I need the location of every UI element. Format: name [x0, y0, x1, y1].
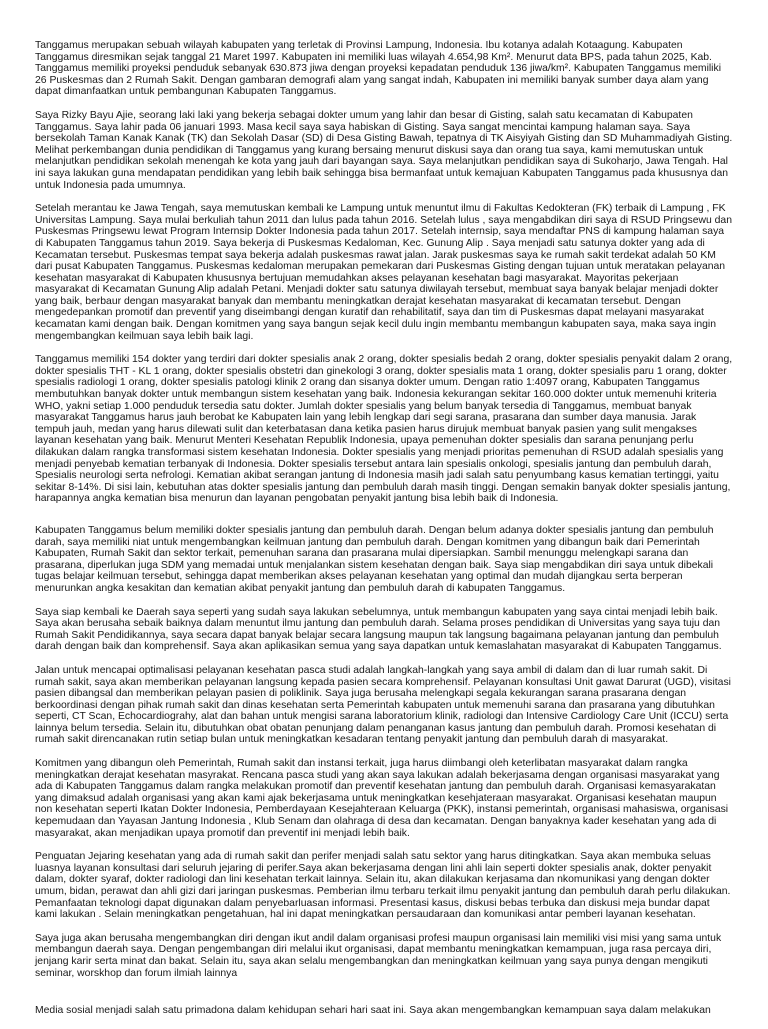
- paragraph-community-plan: Komitmen yang dibangun oleh Pemerintah, Rumah sakit dan instansi terkait, juga harus diimbangi oleh keterlibatan masyarakat dalam rangka meningkatkan derajat kesehatan masyrakat. Rencana pasca studi yang akan saya lakukan adalah bekerjasama dengan organisasi masyarakat yang ada di Kabupaten Tanggamus dalam rangka melakukan promotif dan preventif kesehatan jantung dan pembuluh darah. Organisasi kemasyarakatan yang dimaksud adalah organisasi yang akan kami ajak bekerjasama untuk meningkatkan kesehjateraan masyarakat. Organisasi kesehatan maupun non kesehatan seperti Ikatan Dokter Indonesia, Pemberdayaan Kesejahteraan Keluarga (PKK), instansi pemerintah, organisasi mahasiswa, organisasi kepemudaan dan Yayasan Jantung Indonesia , Klub Senam dan olahraga di desa dan kecamatan. Dengan banyaknya kader kesehatan yang ada di masyarakat, akan menjadikan upaya promotif dan preventif ini menjadi lebih baik.: [35, 758, 729, 839]
- paragraph-network-plan: Penguatan Jejaring kesehatan yang ada di rumah sakit dan perifer menjadi salah satu sektor yang harus ditingkatkan. Saya akan membuka seluas luasnya layanan konsultasi dari seluruh jejaring di perifer.Saya akan bekerjasama dengan lini ahli lain seperti dokter spesialis anak, dokter penyakit dalam, dokter syaraf, dokter radiologi dan lini kesehatan terkait lainnya. Selain itu, akan dilakukan kerjasama dan nkomunikasi yang dengan dokter umum, bidan, perawat dan ahli gizi dari jaringan puskesmas. Pemberian ilmu terbaru terkait ilmu penyakit jantung dan pembuluh darah perlu dilakukan. Pemanfaatan teknologi dapat digunakan dalam penyebarluasan informasi. Presentasi kasus, diskusi bebas terbuka dan diskusi meja bundar dapat kami lakukan . Selain meningkatkan pengetahuan, hal ini dapat meningkatkan persaudaraan dan komunikasi antar pemberi layanan kesehatan.: [35, 851, 731, 921]
- paragraph-intro-tanggamus: Tanggamus merupakan sebuah wilayah kabupaten yang terletak di Provinsi Lampung, Indonesia. Ibu kotanya adalah Kotaagung. Kabupaten Tanggamus diresmikan sejak tanggal 21 Maret 1997. Kabupaten ini memiliki luas wilayah 4.654,98 Km². Menurut data BPS, pada tahun 2025, Kab. Tanggamus memiliki proyeksi penduduk sebanyak 630.873 jiwa dengan proyeksi kepadatan penduduk 136 jiwa/km². Kabupaten Tanggamus memiliki 26 Puskesmas dan 2 Rumah Sakit. Dengan gambaran demografi alam yang sangat indah, Kabupaten ini memiliki banyak sumber daya alam yang dapat dimanfaatkan untuk pembangunan Kabupaten Tanggamus.: [35, 40, 721, 98]
- paragraph-social-media: Media sosial menjadi salah satu primadona dalam kehidupan sehari hari saat ini. Saya akan mengembangkan kemampuan saya dalam melakukan: [35, 1005, 711, 1017]
- paragraph-cardiology-need: Kabupaten Tanggamus belum memiliki dokter spesialis jantung dan pembuluh darah. Dengan belum adanya dokter spesialis jantung dan pembuluh darah, saya memiliki niat untuk mengembangkan keilmuan jantung dan pembuluh darah. Dengan komitmen yang dibangun baik dari Pemerintah Kabupaten, Rumah Sakit dan sektor terkait, pemenuhan sarana dan prasarana mulai dipersiapkan. Sambil menunggu melengkapi sarana dan prasarana, diperlukan juga SDM yang memadai untuk menjalankan sistem kesehatan dengan baik. Saya siap mengabdikan diri saya untuk dibekali tugas belajar keilmuan tersebut, sehingga dapat memberikan akses pelayanan kesehatan yang optimal dan mudah dijangkau serta berperan menurunkan angka kesakitan dan kematian akibat penyakit jantung dan pembuluh darah di kabupaten Tanggamus.: [35, 524, 714, 594]
- paragraph-personal-background: Saya Rizky Bayu Ajie, seorang laki laki yang bekerja sebagai dokter umum yang lahir dan besar di Gisting, salah satu kecamatan di Kabupaten Tanggamus. Saya lahir pada 06 januari 1993. Masa kecil saya saya habiskan di Gisting. Saya sangat mencintai kampung halaman saya. Saya bersekolah Taman Kanak Kanak (TK) dan Sekolah Dasar (SD) di Desa Gisting Bawah, tepatnya di TK Aisyiyah Gisting dan SD Muhammadiyah Gisting. Melihat perkembangan dunia pendidikan di Tanggamus yang kurang bersaing menurut diskusi saya dan orang tua saya, kami memutuskan untuk melanjutkan pendidikan sekolah menengah ke kota yang jauh dari bayangan saya. Saya melanjutkan pendidikan saya di Sukoharjo, Jawa Tengah. Hal ini saya lakukan guna mendapatan pendidikan yang lebih baik sehingga bisa bermanfaat untuk kemajuan Kabupaten Tanggamus pada khususnya dan untuk Indonesia pada umumnya.: [35, 109, 733, 191]
- paragraph-self-development: Saya juga akan berusaha mengembangkan diri dengan ikut andil dalam organisasi profesi maupun organisasi lain memiliki visi misi yang sama untuk membangun daerah saya. Dengan pengembangan diri melalui ikut organisasi, dapat membantu meningkatkan kemampuan, juga rasa percaya diri, jenjang karir serta minat dan bakat. Selain itu, saya akan selalu mengembangkan dan meningkatkan keilmuan yang saya punya dengan mengikuti seminar, worskhop dan forum ilmiah lainnya: [35, 932, 722, 979]
- paragraph-education-career: Setelah merantau ke Jawa Tengah, saya memutuskan kembali ke Lampung untuk menuntut ilmu di Fakultas Kedokteran (FK) terbaik di Lampung , FK Universitas Lampung. Saya mulai berkuliah tahun 2011 dan lulus pada tahun 2016. Setelah lulus , saya mengabdikan diri saya di RSUD Pringsewu dan Puskesmas Pringsewu lewat Program Internsip Dokter Indonesia pada tahun 2017. Setelah internsip, saya mendaftar PNS di kampung halaman saya di Kabupaten Tanggamus tahun 2019. Saya bekerja di Puskesmas Kedaloman, Kec. Gunung Alip . Saya menjadi satu satunya dokter yang ada di Kecamatan tersebut. Puskesmas tempat saya bekerja adalah puskesmas rawat jalan. Jarak puskesmas saya ke rumah sakit terdekat adalah 50 KM dari pusat Kabupaten Tanggamus. Puskesmas kedaloman merupakan pemekaran dari Puskesmas Gisting dengan tujuan untuk meratakan pelayanan kesehatan masyarakat di Kabupaten khususnya bertujuan memudahkan akses pelayanan kesehatan bagi masyarakat. Mayoritas pekerjaan masyarakat di Kecamatan Gunung Alip adalah Petani. Menjadi dokter satu satunya diwilayah tersebut, membuat saya banyak belajar menjadi dokter yang baik, berbaur dengan masyarakat banyak dan membantu meningkatkan derajat kesehatan masyarakat di kecamatan tersebut. Dengan mengedepankan promotif dan preventif yang diseimbangi dengan kuratif dan rehabilitatif, saya dan tim di Puskesmas dapat melayani masyarakat kecamatan kami dengan baik. Dengan komitmen yang saya bangun sejak kecil dulu ingin membantu membangun kabupaten saya, maka saya ingin mengembangkan keilmuan saya lebih baik lagi.: [35, 203, 732, 342]
- paragraph-commitment-return: Saya siap kembali ke Daerah saya seperti yang sudah saya lakukan sebelumnya, untuk membangun kabupaten yang saya cintai menjadi lebih baik. Saya akan berusaha sebaik baiknya dalam menuntut ilmu jantung dan pembuluh darah. Selama proses pendidikan di Universitas yang saya tuju dan Rumah Sakit Pendidikannya, saya secara dapat banyak belajar secara langsung maupun tak langsung bagaimana pelayanan jantung dan pembuluh darah dengan baik dan komprehensif. Saya akan aplikasikan semua yang saya dapatkan untuk kemaslahatan masyarakat di Kabupaten Tanggamus.: [35, 606, 722, 653]
- paragraph-hospital-plan: Jalan untuk mencapai optimalisasi pelayanan kesehatan pasca studi adalah langkah-langkah yang saya ambil di dalam dan di luar rumah sakit. Di rumah sakit, saya akan memberikan pelayanan langsung kepada pasien secara komprehensif. Pelayanan konsultasi Unit gawat Darurat (UGD), visitasi pasien dibangsal dan memberikan pelayan pasien di poliklinik. Saya juga berusaha melengkapi segala kekurangan sarana prasarana dengan berkoordinasi dengan pihak rumah sakit dan dinas kesehatan serta Pemerintah kabupaten untuk memenuhi sarana dan prasarana yang dibutuhkan seperti, CT Scan, Echocardiograhy, alat dan bahan untuk mengisi sarana laboratorium klinik, radiologi dan Intensive Cardiology Care Unit (ICCU) serta lainnya belum tersedia. Selain itu, dibutuhkan obat obatan penunjang dalam penanganan kasus jantung dan pembuluh darah. Promosi kesehatan di rumah sakit direncanakan rutin setiap bulan untuk meningkatkan kesadaran tentang penyakit jantung dan pembuluh darah di masyarakat.: [35, 664, 731, 746]
- paragraph-doctor-statistics: Tanggamus memiliki 154 dokter yang terdiri dari dokter spesialis anak 2 orang, dokter spesialis bedah 2 orang, dokter spesialis penyakit dalam 2 orang, dokter spesialis THT - KL 1 orang, dokter spesialis obstetri dan ginekologi 3 orang, dokter spesialis mata 1 orang, dokter spesialis paru 1 orang, dokter spesialis radiologi 1 orang, dokter spesialis patologi klinik 2 orang dan sisanya dokter umum. Dengan ratio 1:4097 orang, Kabupaten Tanggamus membutuhkan banyak dokter untuk membangun sistem kesehatan yang baik. Indonesia kekurangan sekitar 160.000 dokter untuk memenuhi kriteria WHO, yakni setiap 1.000 penduduk tersedia satu dokter. Jumlah dokter spesialis yang belum banyak tersedia di Tanggamus, membuat banyak masyarakat Tanggamus harus jauh berobat ke Kabupaten lain yang lebih lengkap dari segi sarana, prasarana dan sumber daya manusia. Jarak tempuh jauh, medan yang harus dilewati sulit dan keterbatasan dana ketika pasien harus dirujuk membuat banyak pasien yang sulit mengakses layanan kesehatan yang baik. Menurut Menteri Kesehatan Republik Indonesia, upaya pemenuhan dokter spesialis dan sarana penunjang perlu dilakukan dalam rangka transformasi sistem kesehatan Indonesia. Dokter spesialis yang menjadi prioritas pemenuhan di RSUD adalah spesialis yang menjadi penyebab kematian terbanyak di Indonesia. Dokter spesialis tersebut antara lain spesialis onkologi, spesialis jantung dan pembuluh darah, Spesialis neurologi serta nefrologi. Kematian akibat serangan jantung di Indonesia masih jadi salah satu penyumbang kasus kematian tertinggi, yaitu sekitar 8-14%. Di sisi lain, kebutuhan atas dokter spesialis jantung dan pembuluh darah masih tinggi. Dengan semakin banyak dokter spesialis jantung, harapannya angka kematian bisa menurun dan layanan pengobatan penyakit jantung bisa lebih baik di Indonesia.: [35, 354, 733, 505]
- document-body: [35, 40, 733, 1029]
